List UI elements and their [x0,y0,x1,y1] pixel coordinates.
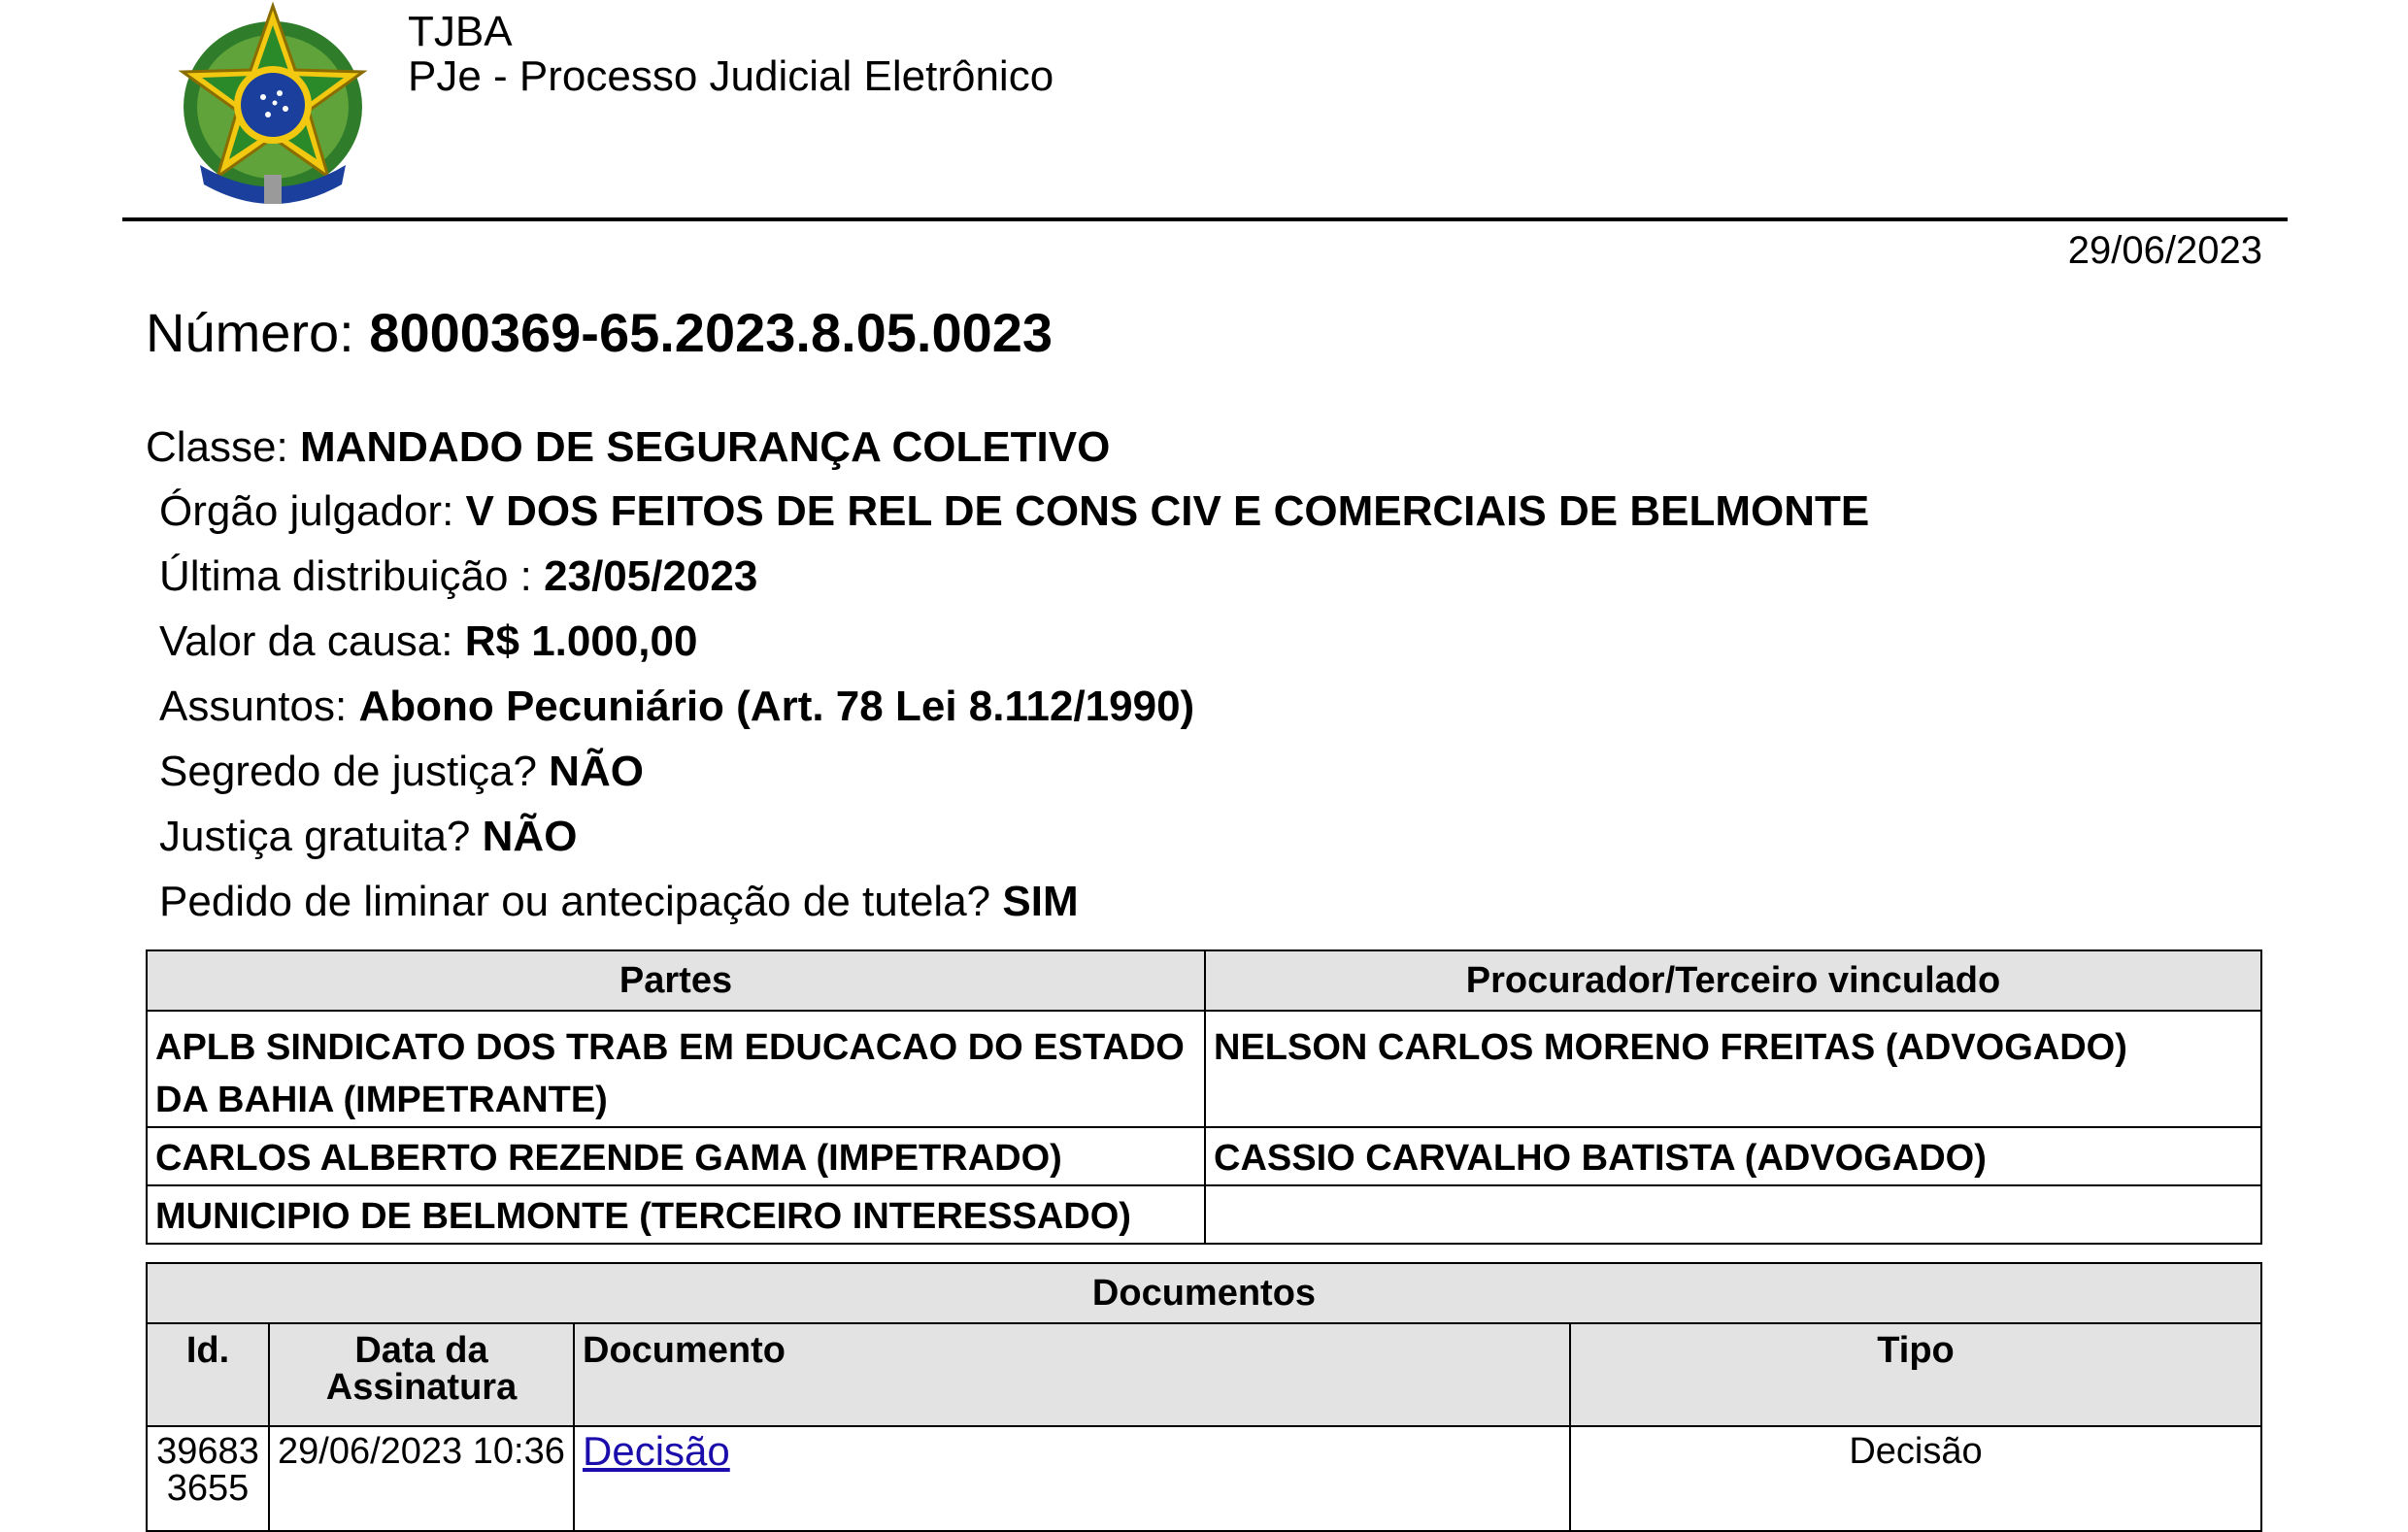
documentos-header-row [147,1323,2261,1426]
liminar-field [159,878,1079,926]
ultima-value: 23/05/2023 [544,552,758,600]
table-row [147,1127,2261,1185]
assuntos-value: Abono Pecuniário (Art. 78 Lei 8.112/1990) [358,683,1195,730]
valor-value: R$ 1.000,00 [464,617,698,665]
documento-link[interactable]: Decisão [583,1428,730,1474]
liminar-value: SIM [1002,878,1079,925]
table-row [147,1185,2261,1244]
gratuita-value: NÃO [482,813,578,860]
orgao-value: V DOS FEITOS DE REL DE CONS CIV E COMERCIAIS DE BELMONTE [465,487,1870,535]
documentos-title: Documentos [147,1263,2261,1323]
segredo-value: NÃO [549,748,644,795]
segredo-field [159,748,644,796]
partes-table [146,949,2262,1245]
procurador-cell: NELSON CARLOS MORENO FREITAS (ADVOGADO) [1205,1011,2261,1127]
partes-header-row [147,950,2261,1011]
brasao-republica-icon [171,0,375,206]
liminar-label: Pedido de liminar ou antecipação de tutela? [159,878,991,925]
id-header: Id. [147,1323,269,1426]
classe-value: MANDADO DE SEGURANÇA COLETIVO [299,423,1111,471]
org-name: TJBA [408,8,513,55]
orgao-field [159,487,1869,536]
segredo-label: Segredo de justiça? [159,748,537,795]
gratuita-field [159,813,577,861]
doc-name-cell [574,1426,1570,1531]
tipo-header: Tipo [1570,1323,2261,1426]
documentos-title-row [147,1263,2261,1323]
parte-cell: CARLOS ALBERTO REZENDE GAMA (IMPETRADO) [147,1127,1205,1185]
data-assinatura-header: Data da Assinatura [269,1323,574,1426]
partes-header: Partes [147,950,1205,1011]
procurador-cell: CASSIO CARVALHO BATISTA (ADVOGADO) [1205,1127,2261,1185]
procurador-header: Procurador/Terceiro vinculado [1205,950,2261,1011]
document-date: 29/06/2023 [2067,229,2262,272]
header-text [408,10,1054,99]
gratuita-label: Justiça gratuita? [159,813,471,860]
procurador-cell [1205,1185,2261,1244]
process-number [146,301,1053,364]
page-header [122,0,2288,221]
assuntos-label: Assuntos: [159,683,348,730]
classe-field [146,423,1110,472]
parte-cell: MUNICIPIO DE BELMONTE (TERCEIRO INTERESSADO) [147,1185,1205,1244]
classe-label: Classe: [146,423,288,471]
ultima-distribuicao-field [159,552,757,601]
assuntos-field [159,683,1194,731]
parte-cell: APLB SINDICATO DOS TRAB EM EDUCACAO DO ESTADO DA BAHIA (IMPETRANTE) [147,1011,1205,1127]
valor-causa-field [159,617,697,666]
numero-label: Número: [146,302,354,363]
doc-id-cell: 39683 3655 [147,1426,269,1531]
doc-tipo-cell: Decisão [1570,1426,2261,1531]
orgao-label: Órgão julgador: [159,487,454,535]
documentos-table [146,1262,2262,1532]
documento-header: Documento [574,1323,1570,1426]
numero-value: 8000369-65.2023.8.05.0023 [369,302,1054,363]
table-row [147,1011,2261,1127]
table-row [147,1426,2261,1531]
system-name: PJe - Processo Judicial Eletrônico [408,52,1054,100]
ultima-label: Última distribuição : [159,552,532,600]
valor-label: Valor da causa: [159,617,453,665]
doc-date-cell: 29/06/2023 10:36 [269,1426,574,1531]
